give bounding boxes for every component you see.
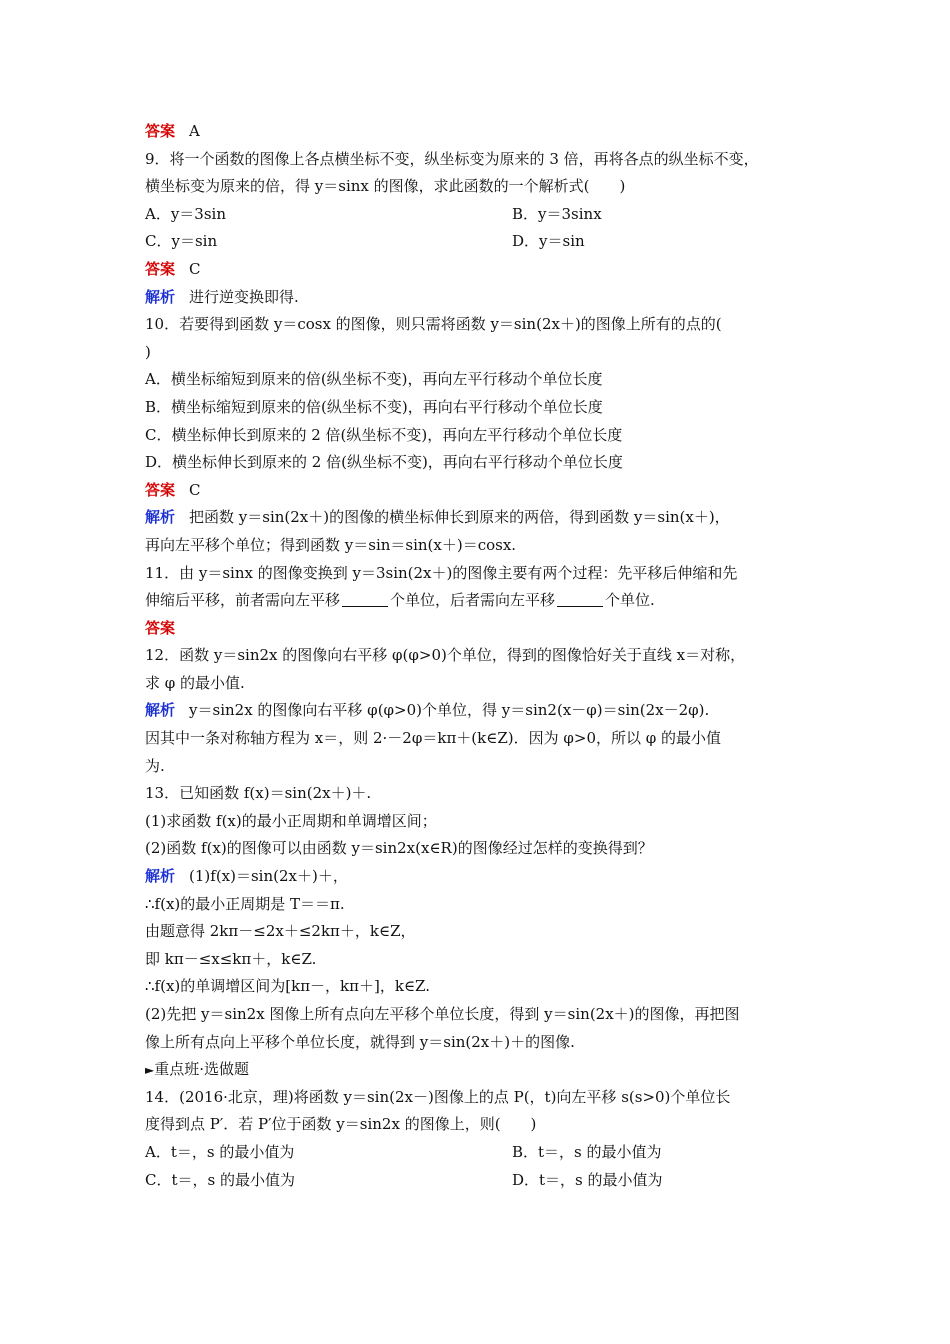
text-line: 10．若要得到函数 y＝cosx 的图像，则只需将函数 y＝sin(2x＋)的图像上所有的点的(: [145, 315, 722, 334]
answer-label: 答案: [145, 618, 176, 637]
line-text: A: [189, 122, 200, 140]
option-left: C．y＝sin: [145, 232, 218, 251]
blank-underline: [342, 590, 388, 607]
option-right: D．y＝sin: [512, 232, 585, 251]
text-line: ∴f(x)的最小正周期是 T＝＝π.: [145, 894, 345, 913]
text-line: C．横坐标伸长到原来的 2 倍(纵坐标不变)，再向左平行移动个单位长度: [145, 425, 623, 444]
text-line: 11．由 y＝sinx 的图像变换到 y＝3sin(2x＋)的图像主要有两个过程：先平移后伸缩和先: [145, 563, 738, 582]
text-line: 因其中一条对称轴方程为 x＝，则 2·－2φ＝kπ＋(k∈Z)．因为 φ>0，所以 φ 的最小值: [145, 729, 722, 748]
text-line: B．横坐标缩短到原来的倍(纵坐标不变)，再向右平行移动个单位长度: [145, 397, 603, 416]
document-body: [145, 118, 825, 1194]
option-left: A．t＝，s 的最小值为: [145, 1142, 295, 1161]
option-left: A．y＝3sin: [145, 204, 227, 223]
text-line: 为.: [145, 756, 165, 775]
answer-line: [145, 477, 825, 505]
answer-line: [145, 256, 825, 284]
text-line: 度得到点 P′．若 P′位于函数 y＝sin2x 的图像上，则( ): [145, 1115, 537, 1134]
line-text: 伸缩后平移，前者需向左平移: [145, 591, 341, 610]
option-left: C．t＝，s 的最小值为: [145, 1170, 295, 1189]
line-text: 个单位.: [605, 591, 655, 610]
text-line: 即 kπ－≤x≤kπ＋，k∈Z.: [145, 949, 317, 968]
option-row: [145, 201, 825, 229]
line-text: 进行逆变换即得.: [189, 287, 299, 306]
triangle-icon: ►: [145, 1063, 155, 1078]
line-text: 把函数 y＝sin(2x＋)的图像的横坐标伸长到原来的两倍，得到函数 y＝sin(x＋)，: [189, 508, 730, 527]
option-row: [145, 1139, 825, 1167]
text-line: 13．已知函数 f(x)＝sin(2x＋)＋.: [145, 784, 372, 803]
text-line: 横坐标变为原来的倍，得 y＝sinx 的图像，求此函数的一个解析式( ): [145, 177, 626, 196]
option-row: [145, 228, 825, 256]
text-line: (2)函数 f(x)的图像可以由函数 y＝sin2x(x∈R)的图像经过怎样的变换得到？: [145, 839, 653, 858]
analysis-line: [145, 697, 825, 725]
answer-label: 答案: [145, 259, 176, 278]
answer-label: 答案: [145, 480, 176, 499]
line-text: y＝sin2x 的图像向右平移 φ(φ>0)个单位，得 y＝sin2(x－φ)＝sin(2x－2φ).: [189, 701, 710, 720]
line-text: 个单位，后者需向左平移: [390, 591, 556, 610]
analysis-label: 解析: [145, 701, 176, 720]
answer-line: [145, 615, 825, 643]
text-line: A．横坐标缩短到原来的倍(纵坐标不变)，再向左平行移动个单位长度: [145, 370, 603, 389]
analysis-line: [145, 863, 825, 891]
analysis-line: [145, 284, 825, 312]
text-line: (1)求函数 f(x)的最小正周期和单调增区间；: [145, 811, 437, 830]
blank-underline: [557, 590, 603, 607]
analysis-label: 解析: [145, 287, 176, 306]
analysis-label: 解析: [145, 508, 176, 527]
answer-line: [145, 118, 825, 146]
section-heading: [145, 1056, 825, 1084]
text-line: D．横坐标伸长到原来的 2 倍(纵坐标不变)，再向右平行移动个单位长度: [145, 453, 623, 472]
text-line: 求 φ 的最小值.: [145, 673, 245, 692]
text-line: ∴f(x)的单调增区间为[kπ－，kπ＋]，k∈Z.: [145, 977, 430, 996]
analysis-line: [145, 504, 825, 532]
option-right: B．t＝，s 的最小值为: [512, 1142, 662, 1161]
line-text: 重点班·选做题: [154, 1060, 250, 1079]
text-line: 9．将一个函数的图像上各点横坐标不变，纵坐标变为原来的 3 倍，再将各点的纵坐标不变，: [145, 149, 759, 168]
line-text: C: [189, 480, 201, 499]
fill-blank-line: [145, 587, 825, 615]
option-right: B．y＝3sinx: [512, 204, 602, 223]
text-line: 12．函数 y＝sin2x 的图像向右平移 φ(φ>0)个单位，得到的图像恰好关于直线 x＝对称，: [145, 646, 746, 665]
text-line: ): [145, 342, 151, 361]
line-text: (1)f(x)＝sin(2x＋)＋，: [189, 867, 348, 886]
text-line: 再向左平移个单位；得到函数 y＝sin＝sin(x＋)＝cosx.: [145, 535, 517, 554]
analysis-label: 解析: [145, 867, 176, 886]
option-right: D．t＝，s 的最小值为: [512, 1170, 663, 1189]
answer-label: 答案: [145, 122, 176, 140]
option-row: [145, 1167, 825, 1195]
text-line: 像上所有点向上平移个单位长度，就得到 y＝sin(2x＋)＋的图像.: [145, 1032, 575, 1051]
text-line: (2)先把 y＝sin2x 图像上所有点向左平移个单位长度，得到 y＝sin(2x＋)的图像，再把图: [145, 1005, 740, 1023]
text-line: 由题意得 2kπ－≤2x＋≤2kπ＋，k∈Z，: [145, 922, 416, 941]
text-line: 14．(2016·北京，理)将函数 y＝sin(2x－)图像上的点 P(，t)向左平移 s(s>0)个单位长: [145, 1087, 731, 1106]
line-text: C: [189, 259, 201, 278]
